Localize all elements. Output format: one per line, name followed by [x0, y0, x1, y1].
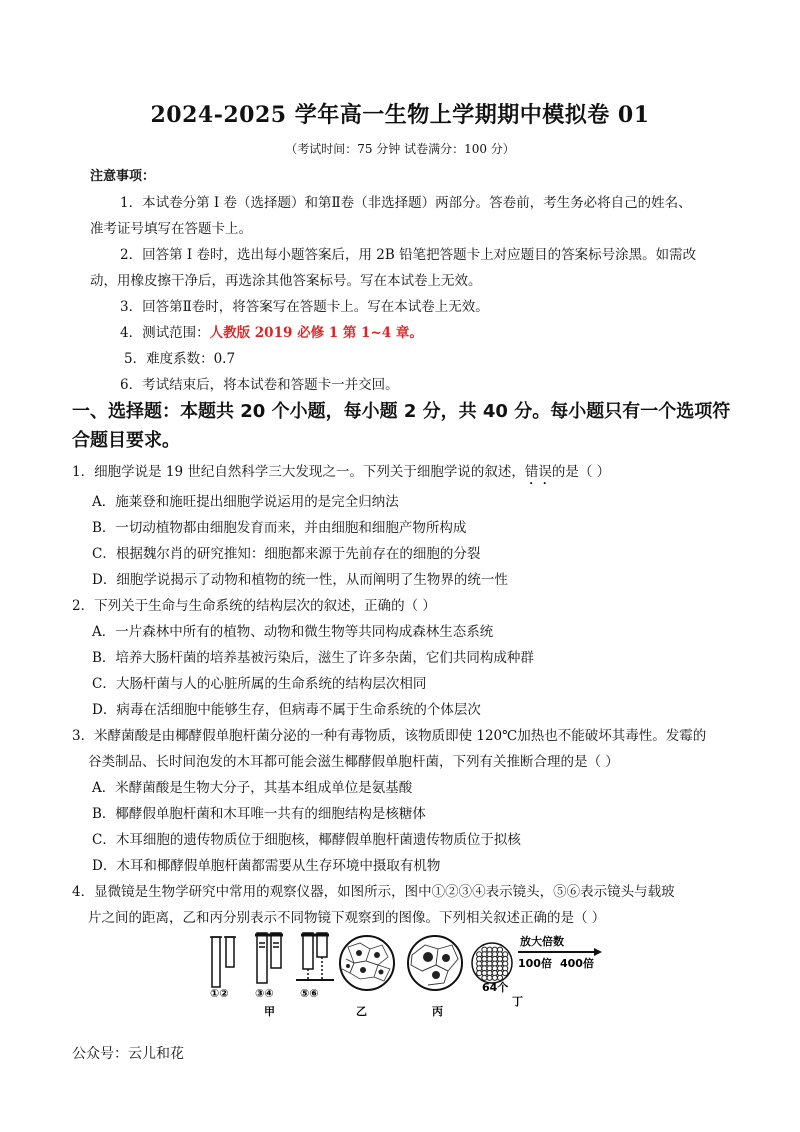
label-yi: 乙: [356, 1005, 367, 1018]
question-3-option-c: C．木耳细胞的遗传物质位于细胞核，椰酵假单胞杆菌遗传物质位于拟核: [92, 832, 521, 848]
notice-item-1-cont: 准考证号填写在答题卡上。: [90, 221, 252, 237]
question-4-stem-line2: 片之间的距离，乙和丙分别表示不同物镜下观察到的图像。下列相关叙述正确的是（ ）: [88, 910, 606, 926]
notice-item-4-prefix: 4．测试范围：: [120, 325, 210, 341]
exam-title: 2024-2025 学年高一生物上学期期中模拟卷 01: [150, 102, 650, 128]
cell-dot: [487, 975, 492, 980]
emphasis-word: 错误: [524, 464, 552, 480]
notice-item-5: 5．难度系数：0.7: [124, 351, 236, 367]
question-1-option-c: C．根据魏尔肖的研究推知：细胞都来源于先前存在的细胞的分裂: [92, 546, 481, 562]
label-jia: 甲: [264, 1005, 275, 1018]
question-3-option-a: A．米酵菌酸是生物大分子，其基本组成单位是氨基酸: [92, 780, 413, 796]
notice-item-1: 1．本试卷分第 I 卷（选择题）和第Ⅱ卷（非选择题）两部分。答卷前，考生务必将自己的姓名、: [120, 195, 692, 211]
label-56: ⑤⑥: [300, 987, 319, 1000]
lens-1-icon: [212, 937, 220, 987]
view-yi: [340, 936, 394, 990]
view-bing: [408, 936, 462, 990]
lens-6-icon: [317, 933, 327, 957]
notice-item-3: 3．回答第Ⅱ卷时，将答案写在答题卡上。写在本试卷上无效。: [120, 299, 489, 315]
notice-item-2: 2．回答第 I 卷时，选出每小题答案后，用 2B 铅笔把答题卡上对应题目的答案标号涂黑。如需改: [120, 247, 697, 263]
exam-subtitle: （考试时间：75 分钟 试卷满分：100 分）: [285, 142, 515, 156]
footer-account: 公众号：云儿和花: [72, 1046, 184, 1062]
label-34: ③④: [255, 987, 274, 1000]
cell-dot: [503, 971, 508, 976]
magnification-legend: [518, 934, 602, 970]
question-1-option-b: B．一切动植物都由细胞发育而来，并由细胞和细胞产物所构成: [92, 520, 467, 536]
lens-3-icon: [257, 933, 267, 983]
mag-100: 100倍: [518, 957, 552, 970]
cell-dot: [497, 975, 502, 980]
question-3-stem-line2: 谷类制品、长时间泡发的木耳都可能会滋生椰酵假单胞杆菌，下列有关推断合理的是（ ）: [88, 754, 619, 770]
notice-item-6: 6．考试结束后，将本试卷和答题卡一并交回。: [120, 377, 399, 393]
test-range: 人教版 2019 必修 1 第 1~4 章。: [209, 325, 423, 341]
question-1-option-a: A．施莱登和施旺提出细胞学说运用的是完全归纳法: [92, 494, 399, 510]
question-4-stem-line1: 4．显微镜是生物学研究中常用的观察仪器，如图所示，图中①②③④表示镜头，⑤⑥表示镜头与载玻: [72, 884, 675, 900]
eyepiece-lenses: [210, 937, 236, 987]
lens-4-icon: [271, 933, 281, 968]
question-1-stem-text: 1．细胞学说是 19 世纪自然科学三大发现之一。下列关于细胞学说的叙述，: [72, 464, 525, 480]
question-2-option-c: C．大肠杆菌与人的心脏所属的生命系统的结构层次相同: [92, 676, 427, 692]
lens-2-icon: [226, 937, 234, 967]
question-2-option-a: A．一片森林中所有的植物、动物和微生物等共同构成森林生态系统: [92, 624, 494, 640]
question-1-option-d: D．细胞学说揭示了动物和植物的统一性，从而阐明了生物界的统一性: [92, 572, 508, 588]
question-2-option-d: D．病毒在活细胞中能够生存，但病毒不属于生命系统的个体层次: [92, 702, 481, 718]
label-ding: 丁: [512, 995, 523, 1008]
cell-dot: [492, 975, 497, 980]
question-2-stem: 2．下列关于生命与生命系统的结构层次的叙述，正确的（ ）: [72, 598, 436, 614]
cell-dot: [477, 971, 482, 976]
question-2-option-b: B．培养大肠杆菌的培养基被污染后，滋生了许多杂菌，它们共同构成种群: [92, 650, 534, 666]
section-heading-line1: 一、选择题：本题共 20 个小题，每小题 2 分，共 40 分。每小题只有一个选项符: [72, 401, 731, 422]
magnification-title: 放大倍数: [520, 935, 564, 948]
objective-lenses: [255, 933, 283, 983]
label-bing: 丙: [432, 1005, 443, 1018]
question-3-option-d: D．木耳和椰酵假单胞杆菌都需要从生存环境中摄取有机物: [92, 858, 441, 874]
lens-distance-diagram: [296, 933, 334, 980]
notice-heading: 注意事项：: [90, 169, 156, 184]
question-3-stem-line1: 3．米酵菌酸是由椰酵假单胞杆菌分泌的一种有毒物质，该物质即使 120℃加热也不能破坏其毒性。发霉的: [72, 728, 707, 744]
question-3-option-b: B．椰酵假单胞杆菌和木耳唯一共有的细胞结构是核糖体: [92, 806, 426, 822]
label-64: 64个: [482, 981, 509, 994]
mag-400: 400倍: [560, 957, 594, 970]
question-1-stem: [72, 460, 610, 488]
question-1-stem-end: 的是（ ）: [551, 464, 611, 480]
label-12: ①②: [210, 987, 229, 1000]
lens-5-icon: [303, 933, 313, 969]
notice-item-4: [120, 321, 423, 341]
section-heading-line2: 合题目要求。: [72, 430, 180, 451]
view-ding: [472, 943, 512, 983]
notice-item-2-cont: 动，用橡皮擦干净后，再选涂其他答案标号。写在本试卷上无效。: [90, 273, 482, 289]
cell-dot: [482, 975, 487, 980]
microscope-figure: [200, 925, 620, 1025]
